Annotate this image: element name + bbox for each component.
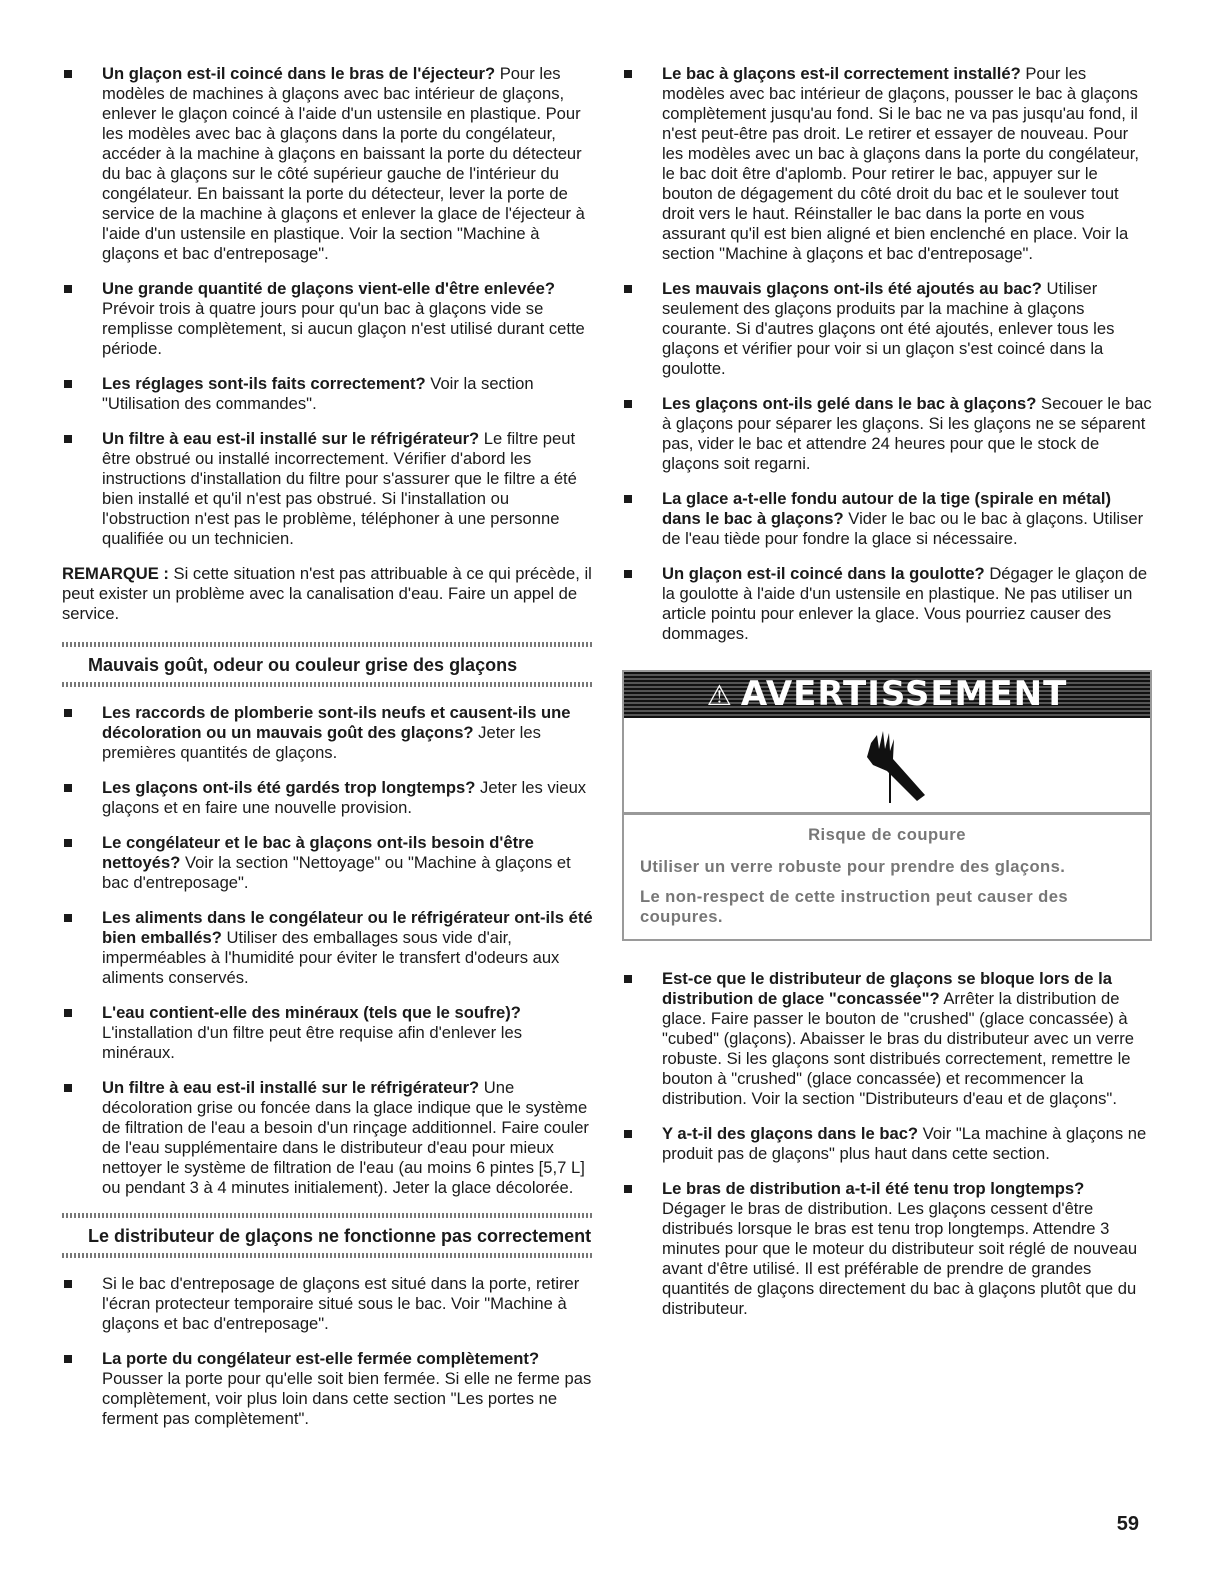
- list-item: Les glaçons ont-ils été gardés trop longtemps? Jeter les vieux glaçons et en faire une nouvelle provision.: [62, 778, 594, 818]
- list-item: La glace a-t-elle fondu autour de la tige (spirale en métal) dans le bac à glaçons? Vider le bac ou le bac à glaçons. Utiliser de l'eau tiède pour fondre la glace si nécessaire.: [622, 489, 1152, 549]
- list-item: Un glaçon est-il coincé dans la goulotte? Dégager le glaçon de la goulotte à l'aide d'un ustensile en plastique. Ne pas utiliser un article pointu pour enlever la glace. Vous pourriez causer des dommages.: [622, 564, 1152, 644]
- list-item: Le bras de distribution a-t-il été tenu trop longtemps? Dégager le bras de distribution. Les glaçons cessent d'être distribués lorsque le bras est tenu trop longtemps. Attendre 3 minutes pour que le moteur du distributeur soit réglé de nouveau avant d'être utilisé. Il est préférable de prendre de grandes quantités de glaçons directement du bac à glaçons plutôt que du distributeur.: [622, 1179, 1152, 1319]
- list-item: Un filtre à eau est-il installé sur le réfrigérateur? Le filtre peut être obstrué ou installé incorrectement. Vérifier d'abord les instructions d'installation du filtre pour s'assurer que le filtre a été bien installé et qu'il n'est pas obstrué. Si l'installation ou l'obstruction n'est pas le problème, téléphoner à une personne qualifiée ou un technicien.: [62, 429, 594, 549]
- dotted-divider: [62, 682, 594, 687]
- section-title: Mauvais goût, odeur ou couleur grise des glaçons: [88, 655, 518, 675]
- section-header-taste-odor: [62, 642, 594, 687]
- troubleshooting-list-ice-maker: [62, 64, 594, 549]
- dotted-divider: [62, 1253, 594, 1258]
- list-item: Les mauvais glaçons ont-ils été ajoutés au bac? Utiliser seulement des glaçons produits par la machine à glaçons courante. Si d'autres glaçons ont été ajoutés, enlever tous les glaçons et vérifier pour voir si un glaçon s'est coincé dans la goulotte.: [622, 279, 1152, 379]
- troubleshooting-list-dispenser: [62, 1274, 594, 1429]
- dotted-divider: [62, 642, 594, 647]
- warning-box: [622, 670, 1152, 941]
- list-item: Les glaçons ont-ils gelé dans le bac à glaçons? Secouer le bac à glaçons pour séparer les glaçons. Si les glaçons ne se séparent pas, vider le bac et attendre 24 heures pour que le stock de glaçons soit regarni.: [622, 394, 1152, 474]
- list-item: Le bac à glaçons est-il correctement installé? Pour les modèles avec bac intérieur de glaçons, pousser le bac à glaçons complètement jusqu'au fond. Si le bac ne va pas jusqu'au fond, il n'est peut-être pas droit. Le retirer et essayer de nouveau. Pour les modèles avec un bac à glaçons dans la porte du congélateur, le bac doit être d'aplomb. Pour retirer le bac, appuyer sur le bouton de dégagement du côté droit du bac et le soulever tout droit vers le haut. Réinstaller le bac dans la porte en vous assurant qu'il est bien aligné et bien enclenché en place. Voir la section "Machine à glaçons et bac d'entreposage".: [622, 64, 1152, 264]
- warning-risk-text: Risque de coupure: [808, 825, 966, 844]
- section-header-dispenser: [62, 1213, 594, 1258]
- cut-hand-icon: [827, 725, 947, 805]
- list-item: Les réglages sont-ils faits correctement? Voir la section "Utilisation des commandes".: [62, 374, 594, 414]
- section-title: Le distributeur de glaçons ne fonctionne pas correctement: [88, 1226, 592, 1246]
- list-item: Un glaçon est-il coincé dans le bras de l'éjecteur? Pour les modèles de machines à glaçons avec bac intérieur de glaçons, enlever le glaçon coincé à l'aide d'un ustensile en plastique. Pour les modèles avec bac à glaçons dans la porte du congélateur, accéder à la machine à glaçons en baissant la porte du détecteur du bac à glaçons sur le côté supérieur gauche de l'intérieur du congélateur. En baissant la porte du détecteur, lever la porte de service de la machine à glaçons et enlever la glace de l'éjecteur à l'aide d'un ustensile en plastique. Voir la section "Machine à glaçons et bac d'entreposage".: [62, 64, 594, 264]
- list-item: Les raccords de plomberie sont-ils neufs et causent-ils une décoloration ou un mauvais goût des glaçons? Jeter les premières quantités de glaçons.: [62, 703, 594, 763]
- warning-consequence: Le non-respect de cette instruction peut causer des coupures.: [640, 887, 1068, 926]
- list-item: Est-ce que le distributeur de glaçons se bloque lors de la distribution de glace "concassée"? Arrêter la distribution de glace. Faire passer le bouton de "crushed" (glace concassée) à "cubed" (glaçons). Abaisser le bras du distributeur avec un verre robuste. Si les glaçons sont distribués correctement, remettre le bouton à "crushed" (glace concassée) et recommencer la distribution. Voir la section "Distributeurs d'eau et de glaçons".: [622, 969, 1152, 1109]
- list-item: Y a-t-il des glaçons dans le bac? Voir "La machine à glaçons ne produit pas de glaçons" plus haut dans cette section.: [622, 1124, 1152, 1164]
- list-item: Les aliments dans le congélateur ou le réfrigérateur ont-ils été bien emballés? Utiliser des emballages sous vide d'air, imperméables à l'humidité pour éviter le transfert d'odeurs aux aliments conservés.: [62, 908, 594, 988]
- list-item: La porte du congélateur est-elle fermée complètement? Pousser la porte pour qu'elle soit bien fermée. Si elle ne ferme pas complètement, voir plus loin dans cette section "Les portes ne ferment pas complètement".: [62, 1349, 594, 1429]
- warning-instruction: Utiliser un verre robuste pour prendre des glaçons.: [640, 857, 1066, 876]
- dotted-divider: [62, 1213, 594, 1218]
- list-item: Une grande quantité de glaçons vient-elle d'être enlevée? Prévoir trois à quatre jours pour qu'un bac à glaçons vide se remplisse complètement, si aucun glaçon n'est utilisé durant cette période.: [62, 279, 594, 359]
- remark-note: REMARQUE : Si cette situation n'est pas attribuable à ce qui précède, il peut exister un problème avec la canalisation d'eau. Faire un appel de service.: [62, 564, 592, 623]
- list-item: Si le bac d'entreposage de glaçons est situé dans la porte, retirer l'écran protecteur temporaire situé sous le bac. Voir "Machine à glaçons et bac d'entreposage".: [62, 1274, 594, 1334]
- list-item: Le congélateur et le bac à glaçons ont-ils besoin d'être nettoyés? Voir la section "Nettoyage" ou "Machine à glaçons et bac d'entreposage".: [62, 833, 594, 893]
- cut-hazard-graphic: [624, 718, 1150, 815]
- left-column: [62, 64, 594, 1444]
- right-column: [622, 64, 1152, 1334]
- troubleshooting-list-dispenser-jam: [622, 969, 1152, 1319]
- warning-title: ⚠ AVERTISSEMENT: [706, 674, 1068, 714]
- troubleshooting-list-taste-odor: [62, 703, 594, 1198]
- warning-triangle-icon: ⚠: [706, 679, 733, 712]
- page-number: 59: [1116, 1513, 1139, 1535]
- list-item: L'eau contient-elle des minéraux (tels que le soufre)? L'installation d'un filtre peut être requise afin d'enlever les minéraux.: [62, 1003, 594, 1063]
- troubleshooting-list-ice-bin: [622, 64, 1152, 644]
- list-item: Un filtre à eau est-il installé sur le réfrigérateur? Une décoloration grise ou foncée dans la glace indique que le système de filtration de l'eau a besoin d'un rinçage additionnel. Faire couler de l'eau supplémentaire dans le distributeur d'eau pour mieux nettoyer le système de filtration de l'eau (au moins 6 pintes [5,7 L] ou pendant 3 à 4 minutes initialement). Jeter la glace décolorée.: [62, 1078, 594, 1198]
- warning-header: [624, 672, 1150, 718]
